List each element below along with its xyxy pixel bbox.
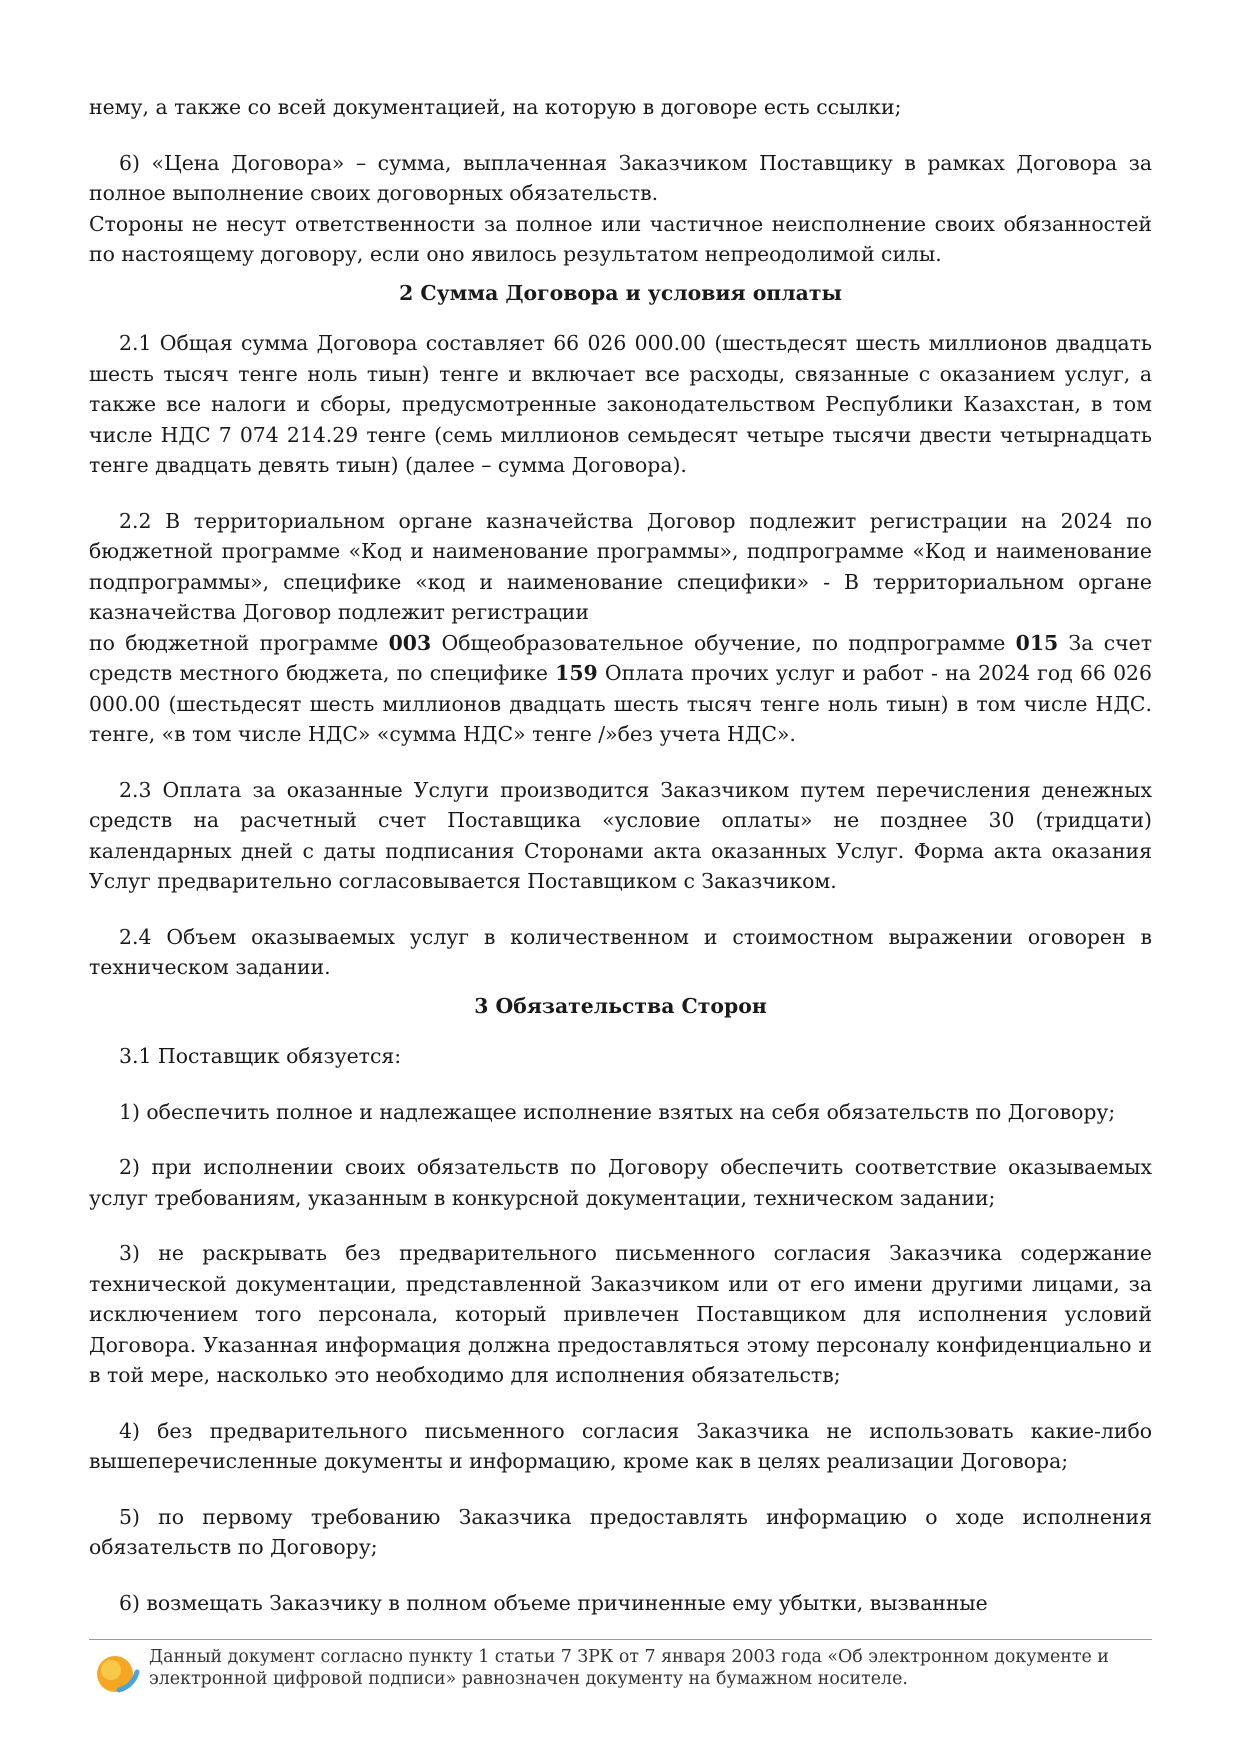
obligation-4: 4) без предварительного письменного согласия Заказчика не использовать какие-либо вышеперечисленные документы и информацию, кроме как в целях реализации Договора;	[89, 1418, 1152, 1473]
obligation-5: 5) по первому требованию Заказчика предоставлять информацию о ходе исполнения обязательств по Договору;	[89, 1504, 1152, 1559]
text-run: Оплата прочих услуг и работ - на 2024 год 66 026 000.00 (шестьдесят шесть миллионов двадцать шесть тысяч тенге ноль тиын) в том числе НДС. тенге, «в том числе НДС» «сумма НДС» тенге /»без учета НДС».	[89, 661, 1152, 746]
clause-2-2: 2.2 В территориальном органе казначейства Договор подлежит регистрации на 2024 по бюджетной программе «Код и наименование программы», подпрограмме «Код и наименование подпрограммы», специфике «код и наименование специфики» - В территориальном органе казначейства Договор подлежит регистрации	[89, 508, 1152, 624]
clause-2-2-continued	[89, 628, 1152, 750]
clause-3-1: 3.1 Поставщик обязуется:	[119, 1044, 402, 1068]
text-run: Общеобразовательное обучение, по подпрограмме	[431, 630, 1016, 655]
egov-logo-icon	[93, 1648, 141, 1696]
section-2-heading: 2 Сумма Договора и условия оплаты	[399, 280, 842, 305]
page-footer	[89, 1639, 1152, 1690]
obligation-1: 1) обеспечить полное и надлежащее исполнение взятых на себя обязательств по Договору;	[119, 1099, 1116, 1124]
force-majeure-paragraph: Стороны не несут ответственности за полное или частичное неисполнение своих обязанностей по настоящему договору, если оно явилось результатом непреодолимой силы.	[89, 211, 1152, 266]
definition-6: 6) «Цена Договора» – сумма, выплаченная Заказчиком Поставщику в рамках Договора за полное выполнение своих договорных обязательств.	[89, 150, 1152, 205]
section-3-heading: 3 Обязательства Сторон	[474, 993, 767, 1018]
document-body	[89, 92, 1152, 1618]
clause-2-3: 2.3 Оплата за оказанные Услуги производится Заказчиком путем перечисления денежных средств на расчетный счет Поставщика «условие оплаты» не позднее 30 (тридцати) календарных дней с даты подписания Сторонами акта оказанных Услуг. Форма акта оказания Услуг предварительно согласовывается Поставщиком с Заказчиком.	[89, 777, 1152, 893]
specific-code: 159	[555, 661, 598, 685]
obligation-3: 3) не раскрывать без предварительного письменного согласия Заказчика содержание технической документации, представленной Заказчиком или от его имени другими лицами, за исключением того персонала, который привлечен Поставщиком для исполнения условий Договора. Указанная информация должна предоставляться этому персоналу конфиденциально и в той мере, насколько это необходимо для исполнения обязательств;	[89, 1241, 1152, 1387]
paragraph: нему, а также со всей документацией, на которую в договоре есть ссылки;	[89, 95, 902, 119]
program-code: 003	[388, 630, 432, 655]
clause-2-1: 2.1 Общая сумма Договора составляет 66 026 000.00 (шестьдесят шесть миллионов двадцать шесть тысяч тенге ноль тиын) тенге и включает все расходы, связанные с оказанием услуг, а также все налоги и сборы, предусмотренные законодательством Республики Казахстан, в том числе НДС 7 074 214.29 тенге (семь миллионов семьдесят четыре тысячи двести четырнадцать тенге двадцать девять тиын) (далее – сумма Договора).	[89, 331, 1152, 477]
obligation-2: 2) при исполнении своих обязательств по Договору обеспечить соответствие оказываемых услуг требованиям, указанным в конкурсной документации, техническом задании;	[89, 1155, 1152, 1210]
clause-2-4: 2.4 Объем оказываемых услуг в количественном и стоимостном выражении оговорен в техническом задании.	[89, 924, 1152, 979]
text-run: по бюджетной программе	[89, 630, 389, 655]
footer-legal-text: Данный документ согласно пункту 1 статьи 7 ЗРК от 7 января 2003 года «Об электронном документе и электронной цифровой подписи» равнозначен документу на бумажном носителе.	[149, 1647, 1109, 1689]
subprogram-code: 015	[1015, 630, 1059, 655]
footer-content	[89, 1640, 1152, 1690]
text-run: За счет средств местного бюджета, по специфике	[89, 630, 1152, 685]
obligation-6: 6) возмещать Заказчику в полном объеме причиненные ему убытки, вызванные	[119, 1590, 988, 1615]
